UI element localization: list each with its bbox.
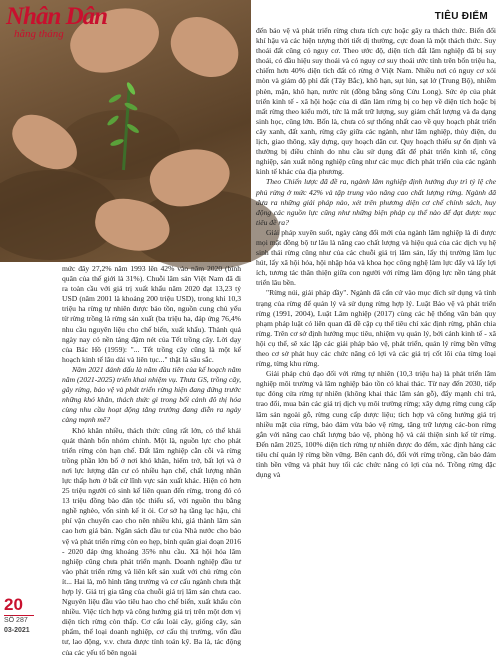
paragraph: Giải pháp xuyên suốt, ngày càng đổi mới của ngành lâm nghiệp là đi được mọi mặt đồng bộ tư lâu là nâng cao chất lượng và hiệu quả của các dịch vụ hệ sinh thái rừng cũng như của các chuỗi giá trị lâm sản, lấy thị trường lâm lục hút, lấy xã hội hóa, hội nhập hóa và khoa học công nghệ làm lực đẩy và lấy lợi ích, tương tác thân thiện giữa con người với rừng làm động lực nền tảng phát triển lâu bền. (256, 227, 496, 288)
paragraph: Khó khăn nhiều, thách thức cũng rất lớn, có thể khái quát thành bốn nhóm chính. Một là, nguồn lực cho phát triển rừng còn hạn chế. Đất lâm nghiệp cằn cỗi và rừng trồng phần lớn bố ở nơi khó khăn, hiếm trở, bất lợi và ở nơi lực lượng dân cư có nhiều hạn chế, chất lượng nhân lực thấp hơn ở bất cứ lĩnh vực sản xuất khác. Hiện có hơn 25 triệu người có sinh kế liên quan đến rừng, trong đó có 13 triệu đồng bào dân tộc thiểu số, với nguồn thu bằng nghề nghèo, vốn sinh kế ít ỏi. Cơ sở hạ tầng lạc hậu, chi phí vận chuyển cao cho nên nhiều khi, giá thành lâm sản cao hơn giá bán. Ngân sách đầu tư của Nhà nước cho bảo vệ và phát triển rừng còn eo hẹp, bình quân giai đoạn 2016 - 2020 đáp ứng khoảng 35% nhu cầu. Xã hội hóa lâm nghiệp cũng chưa phát triển mạnh. Doanh nghiệp đầu tư vào phát triển rừng và liên kết sản xuất với chủ rừng còn ít... Hai là, mô hình tăng trưởng và cơ cấu ngành chưa thật hợp lý. Giá trị gia tăng của chuỗi giá trị lâm sản chưa cao. Nguyên liệu đầu vào tiêu hao cho chế biến, xuất khẩu còn nhiều. Việc tích hợp và công hướng giá trị trên một đơn vị diện tích rừng còn thấp. Cơ cấu loài cây, giống cây, sản phẩm, thể loại doanh nghiệp, cơ cấu thị trường, vốn đầu tư, lao động, v.v. chưa được tính toán kỹ. Ba là, tác động của các yếu tố bên ngoài (62, 425, 241, 657)
article-column-right (256, 26, 496, 638)
issue-date: 03-2021 (4, 627, 30, 634)
interview-question: Năm 2021 đánh dấu là năm đầu tiên của kế hoạch năm năm (2021-2025) triển khai nhiệm vụ. Thưa GS, trồng cây, gây rừng, bảo vệ và phát triển rừng hiện đang đứng trước những khó khăn, thách thức gì trong bối cảnh đô thị hóa cùng nhu cầu hoạt động tăng trưởng đang diễn ra ngày càng mạnh mẽ? (62, 364, 241, 425)
issue-number: SỐ 287 (4, 617, 28, 624)
masthead-logo: Nhân Dân (6, 3, 108, 30)
article-column-left (62, 264, 241, 657)
page-number: 20 (4, 595, 23, 614)
footer-divider (4, 615, 34, 616)
interview-question: Theo Chiến lược đã đề ra, ngành lâm nghiệp định hướng duy trì tỷ lệ che phủ rừng ở mức 42% và tập trung vào nâng cao chất lượng rừng. Ngành đã đưa ra những giải pháp nào, xét trên phương diện cơ chế chính sách, huy động các nguồn lực cũng như những biện pháp cụ thể nào để đạt được mục tiêu đề ra? (256, 177, 496, 227)
masthead-subtitle: hằng tháng (14, 28, 64, 40)
paragraph: "Rừng núi, giải pháp đầy". Ngành đã cẩn cứ vào mục đích sử dụng và tính trạng của rừng để quản lý và sử dụng rừng hợp lý. Luật Bảo vệ và phát triển rừng (1991, 2004), Luật Lâm nghiệp (2017) cùng các hệ thống văn bản quy phạm pháp luật có liên quan đã đề cập cụ thể tiêu chí xác định rừng, phân chia rừng. Trên cơ sở định hướng mục tiêu, nhiệm vụ quản lý, bởi cảnh kinh tế - xã hội cụ thể, sẽ xác lập các giải pháp bảo vệ, phát triển, quản lý rừng bền vững theo cơ sở phát huy các chức năng có lợi và các giá trị cốt lõi của từng loại rừng, từng khu rừng. (256, 288, 496, 369)
paragraph: mức đây 27,2% năm 1993 lên 42% vào năm 2020 (bình quân của thế giới là 31%). Chuỗi lâm sản Việt Nam đã đi ra toàn cầu với giá trị xuất khẩu năm 2020 đạt 13,23 tỷ USD (năm 2001 là khoảng 200 triệu USD), trong khi 10,3 triệu ha rừng tự nhiên được bảo tồn, nguồn cung chủ yếu từ rừng trồng là rừng sản xuất (ba triệu ha, đáp ứng 76,4% nhu cầu nguyên liệu cho chế biến, xuất khẩu). Thành quả ngày nay có nền tảng đậm nét của Tết trồng cây. Lời dạy của Bác Hồ (1959): "... Tết trồng cây cũng là một kế hoạch kinh tế lâu dài và liên tục..." thật là sâu sắc. (62, 264, 241, 364)
paragraph: đến bảo vệ và phát triển rừng chưa tích cực hoặc gây ra thách thức. Biến đổi khí hậu và các hiện tượng thời tiết dị thường, cực đoan là một thách thức. Suy thoái đất cũng có nguy cơ. Theo ước độ, diện tích đất lâm nghiệp đã bị suy thoái, có đầu hiệu suy thoái và có nguy cơ suy thoái ước tính trên bốn triệu ha, chiếm hơn 40% diện tích đất có rừng ở Việt Nam. Nhiều nơi có nguy cơ xói mòn và giảm độ phì đất (Tây Bắc), khô hạn, sụt lún, sạt lở (Trung Bộ), nhiễm phèn, mặn, khô hạn, nước rút (đồng bằng sông Cửu Long). Sức ép của phát triển kinh tế - xã hội hoặc của di dân làm rừng bị co hẹp về diện tích hoặc bị mất rừng theo kiểu mới, tức là mất trữ lượng, suy giảm chất lượng và đa dạng sinh học, cũng lớn. Bốn là, chưa có sự thống nhất cao về quy hoạch phát triển cây xanh, đất xanh, rừng cây giữa các ngành, như lâm nghiệp, thủy điện, du lịch, giao thông, xây dựng, quy hoạch dân cư. Quy hoạch thiếu sự ổn định và thường bị điều chỉnh do nhu cầu sử dụng đất để phát triển kinh tế, công nghiệp, sản xuất nông nghiệp cũng như các mục đích phát triển của các ngành kinh tế khác của địa phương. (256, 26, 496, 177)
paragraph: Giải pháp chủ đạo đối với rừng tự nhiên (10,3 triệu ha) là phát triển lâm nghiệp môi trường và lâm nghiệp bảo tồn có khai thác. Từ nay đến 2030, tiếp tục đóng cửa rừng tự nhiên (không khai thác lâm sản gỗ), đẩy mạnh chi trả, trao đổi, mua bán các giá trị dịch vụ môi trường rừng; xây dựng rừng cung cấp lâm sản ngoài gỗ, rừng cung cấp dược liệu; tích hợp và công hướng giá trị nhiều mặt của rừng, bảo đảm vừa bảo vệ rừng, tăng trữ lượng các-bon rừng gắn với nâng cao chất lượng bảo vệ, phòng hộ và cải thiện sinh kế từ rừng. Đến năm 2025, 100% diện tích rừng tự nhiên được đo đếm, xác định hàng các tiêu chí quản lý rừng bền vững. Bên cạnh đó, đối với rừng trồng, cần bảo đảm tính bền vững và phát huy tối các chức năng có lợi của nó. Trồng rừng đặc dụng và (256, 369, 496, 480)
section-label: TIÊU ĐIỂM (434, 11, 488, 22)
